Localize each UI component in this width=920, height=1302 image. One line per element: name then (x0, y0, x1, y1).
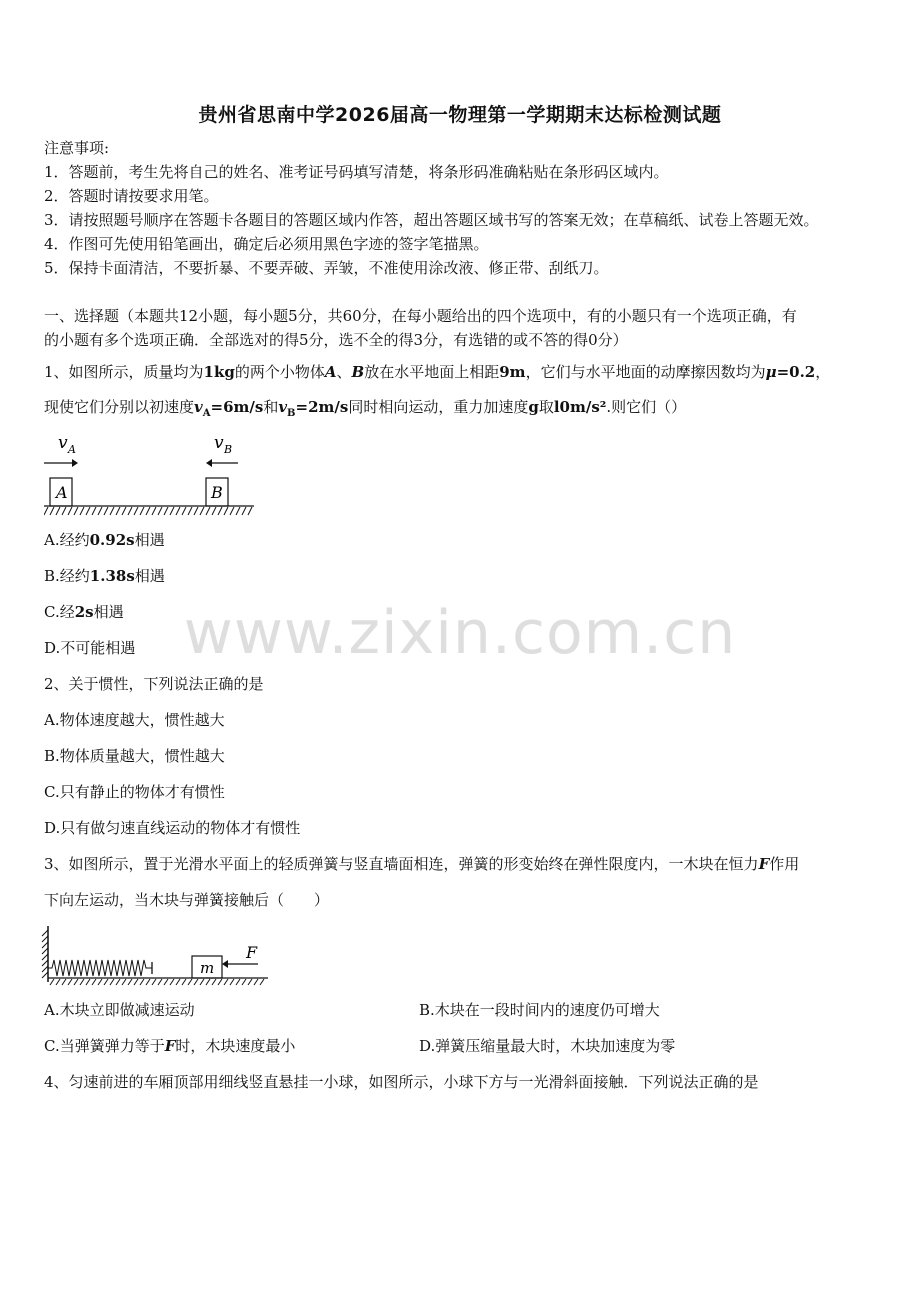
q2-option-c: C.只有静止的物体才有惯性 (44, 783, 225, 801)
q3-option-d: D.弹簧压缩量最大时，木块加速度为零 (419, 1037, 676, 1055)
notice-item-4: 4．作图可先使用铅笔画出，确定后必须用黑色字迹的签字笔描黑。 (44, 235, 489, 253)
svg-text:B: B (211, 483, 223, 502)
floor-hatch (50, 979, 264, 985)
q2-option-b: B.物体质量越大，惯性越大 (44, 747, 225, 765)
q3-stem-line2: 下向左运动，当木块与弹簧接触后（ ） (44, 891, 330, 909)
notice-item-1: 1．答题前，考生先将自己的姓名、准考证号码填写清楚，将条形码准确粘贴在条形码区域内。 (44, 163, 669, 181)
notice-item-5: 5．保持卡面清洁，不要折暴、不要弄破、弄皱，不准使用涂改液、修正带、刮纸刀。 (44, 259, 609, 277)
section-instructions-2: 的小题有多个选项正确．全部选对的得5分，选不全的得3分，有选错的或不答的得0分） (44, 331, 628, 349)
velocity-b-subscript: B (224, 443, 233, 456)
wall-hatch (42, 930, 48, 978)
force-label: F (246, 943, 258, 962)
page-title: 贵州省思南中学2026届高一物理第一学期期末达标检测试题 (198, 104, 722, 126)
notice-heading: 注意事项: (44, 139, 110, 157)
velocity-b-label: v (214, 433, 224, 453)
watermark: www.zixin.com.cn (183, 598, 737, 668)
q3-figure (40, 922, 275, 988)
q3-option-b: B.木块在一段时间内的速度仍可增大 (419, 1001, 660, 1019)
q2-option-a: A.物体速度越大，惯性越大 (44, 711, 225, 729)
notice-item-2: 2．答题时请按要求用笔。 (44, 187, 219, 205)
arrow-left-icon (206, 459, 212, 467)
velocity-a-label: v (58, 433, 68, 453)
section-instructions-1: 一、选择题（本题共12小题，每小题5分，共60分，在每小题给出的四个选项中，有的小题只有一个选项正确，有 (44, 307, 797, 325)
q1-stem-line1: 1、如图所示，质量均为1kg的两个小物体A、B放在水平地面上相距9m，它们与水平地面的动摩擦因数均为μ=0.2， (44, 363, 831, 381)
q1-stem-line2: 现使它们分别以初速度$v_A=6m/s$和$v_B=2m/s$同时相向运动，重力加速度g取l0m/s².则它们（） (44, 398, 687, 419)
q3-option-c: C.当弹簧弹力等于F时，木块速度最小 (44, 1037, 296, 1055)
q1-figure (44, 428, 259, 520)
notice-item-3: 3．请按照题号顺序在答题卡各题目的答题区域内作答，超出答题区域书写的答案无效；在草稿纸、试卷上答题无效。 (44, 211, 819, 229)
q1-option-b: B.经约1.38s相遇 (44, 567, 165, 585)
q4-stem: 4、匀速前进的车厢顶部用细线竖直悬挂一小球，如图所示，小球下方与一光滑斜面接触．下列说法正确的是 (44, 1073, 759, 1091)
q1-option-c: C.经2s相遇 (44, 603, 124, 621)
svg-text:A: A (56, 483, 68, 502)
arrow-left-icon (222, 960, 228, 968)
svg-text:m: m (200, 959, 215, 977)
q3-option-a: A.木块立即做减速运动 (44, 1001, 195, 1019)
ground-hatch (44, 507, 252, 515)
q2-option-d: D.只有做匀速直线运动的物体才有惯性 (44, 819, 301, 837)
q3-stem-line1: 3、如图所示，置于光滑水平面上的轻质弹簧与竖直墙面相连，弹簧的形变始终在弹性限度内，一木块在恒力F作用 (44, 855, 800, 873)
q2-stem: 2、关于惯性，下列说法正确的是 (44, 675, 264, 693)
arrow-right-icon (72, 459, 78, 467)
velocity-a-subscript: A (68, 443, 76, 456)
q1-option-a: A.经约0.92s相遇 (44, 531, 165, 549)
spring (48, 960, 152, 976)
q1-option-d: D.不可能相遇 (44, 639, 136, 657)
